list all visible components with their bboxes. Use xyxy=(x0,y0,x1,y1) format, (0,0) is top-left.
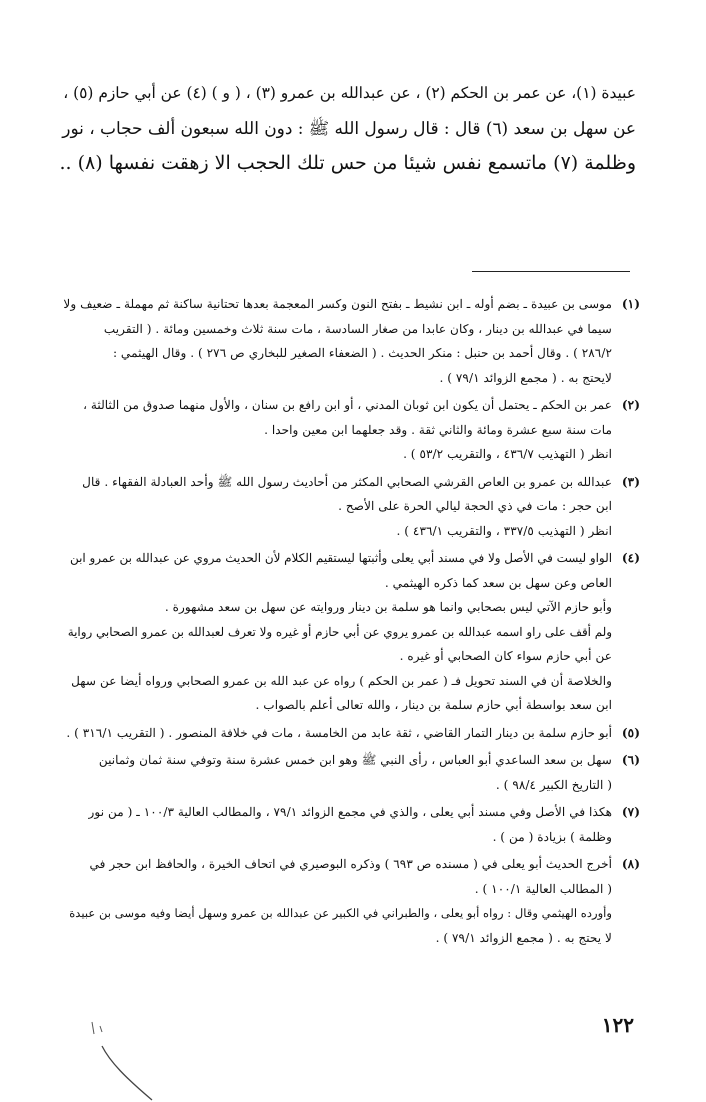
main-text-line: عبيدة (١)، عن عمر بن الحكم (٢) ، عن عبدالله بن عمرو (٣) ، ( و ) (٤) عن أبي حازم (٥) ، xyxy=(63,84,636,102)
footnote-line: انظر ( التهذيب ٣٣٧/٥ ، والتقريب ٤٣٦/١ ) . xyxy=(396,523,612,538)
footnote-line: الواو ليست في الأصل ولا في مسند أبي يعلى وأثبتها ليستقيم الكلام لأن الحديث مروي عن عبدالله بن عمرو ابن xyxy=(70,551,612,565)
footnote-8 xyxy=(60,852,640,950)
footnote-2 xyxy=(60,393,640,467)
footnote-line: العاص وعن سهل بن سعد كما ذكره الهيثمي . xyxy=(384,575,612,590)
footnote-line: انظر ( التهذيب ٤٣٦/٧ ، والتقريب ٥٣/٢ ) . xyxy=(403,447,612,461)
footnote-number: (٨) xyxy=(621,857,640,871)
footnote-line: أبو حازم سلمة بن دينار التمار القاضي ، ثقة عابد من الخامسة ، مات في خلافة المنصور . ( التقريب ٣١٦/١ ) . xyxy=(66,725,612,740)
footnote-line: لايحتج به . ( مجمع الزوائد ٧٩/١ ) . xyxy=(439,370,612,385)
footnote-line: ٢٨٦/٢ ) . وقال أحمد بن حنبل : منكر الحديث . ( الضعفاء الصغير للبخاري ص ٢٧٦ ) . وقال الهيثمي : xyxy=(112,346,612,360)
footnote-line: وأورده الهيثمي وقال : رواه أبو يعلى ، والطبراني في الكبير عن عبدالله بن عمرو وسهل أيضا وفيه موسى بن عبيدة xyxy=(69,906,612,920)
footnote-line: عمر بن الحكم ـ يحتمل أن يكون ابن ثوبان المدني ، أو ابن رافع بن سنان ، والأول منهما صدوق من الثالثة ، xyxy=(83,398,612,412)
footnote-number: (٥) xyxy=(621,725,640,740)
footnote-3 xyxy=(60,470,640,544)
footnote-line: ( التاريخ الكبير ٩٨/٤ ) . xyxy=(495,777,612,792)
footnotes-section xyxy=(60,292,640,950)
footnote-line: ابن سعد بواسطة أبي حازم سلمة بن دينار ، والله تعالى أعلم بالصواب . xyxy=(255,698,612,712)
footnote-line: ابن حجر : مات في ذي الحجة ليالي الحرة على الأصح . xyxy=(338,499,612,513)
footnote-line: وأبو حازم الآتي ليس بصحابي وانما هو سلمة بن دينار وروايته عن سهل بن سعد مشهورة . xyxy=(164,600,612,614)
footnote-line: سهل بن سعد الساعدي أبو العباس ، رأى النبي ﷺ وهو ابن خمس عشرة سنة وتوفي سنة ثمان وثمانين xyxy=(98,753,612,767)
footnote-line: عن أبي حازم سواء كان الصحابي أو غيره . xyxy=(399,649,612,663)
footnote-number: (٤) xyxy=(621,551,640,565)
page-number: ١٢٢ xyxy=(601,1013,634,1037)
footnote-line: موسى بن عبيدة ـ بضم أوله ـ ابن نشيط ـ بفتح النون وكسر المعجمة بعدها تحتانية ساكنة ثم مهملة ـ ضعيف ولا xyxy=(63,297,612,311)
footnote-line: وظلمة ) بزيادة ( من ) . xyxy=(492,829,612,844)
main-text-line: عن سهل بن سعد (٦) قال : قال رسول الله ﷺ : دون الله سبعون ألف حجاب ، نور xyxy=(62,118,636,138)
footnote-line: والخلاصة أن في السند تحويل فـ ( عمر بن الحكم ) رواه عن عبد الله بن عمرو الصحابي ورواه أيضا عن سهل xyxy=(71,673,612,688)
footnote-line: سيما في عبدالله بن دينار ، وكان عابدا من صغار السادسة ، مات سنة ثلاث وخمسين ومائة . ( التقريب xyxy=(103,321,612,336)
footnote-line: ولم أقف على راو اسمه عبدالله بن عمرو يروي عن أبي حازم أو غيره ولا تعرف لعبدالله بن عمرو الصحابي رواية xyxy=(67,624,612,639)
footnote-number: (٧) xyxy=(621,805,640,819)
footnote-7 xyxy=(60,800,640,849)
footnote-number: (٣) xyxy=(621,474,640,489)
hadith-text xyxy=(60,76,636,181)
footnote-number: (٦) xyxy=(621,753,640,767)
footnote-4 xyxy=(60,546,640,718)
footnote-number: (١) xyxy=(621,297,640,311)
footnote-line: ( المطالب العالية ١٠٠/١ ) . xyxy=(474,881,612,896)
main-text-line: وظلمة (٧) ماتسمع نفس شيئا من حس تلك الحجب الا زهقت نفسها (٨) .. xyxy=(60,152,636,174)
footnote-number: (٢) xyxy=(621,398,640,412)
footnote-6 xyxy=(60,748,640,797)
footnote-divider xyxy=(472,271,630,272)
footnote-5 xyxy=(60,721,640,746)
footnote-line: هكذا في الأصل وفي مسند أبي يعلى ، والذي في مجمع الزوائد ٧٩/١ ، والمطالب العالية ١٠٠/٣ ـ ( من نور xyxy=(88,805,612,819)
pencil-scribble-mark xyxy=(80,1020,160,1102)
footnote-1 xyxy=(60,292,640,390)
footnote-line: أخرج الحديث أبو يعلى في ( مسنده ص ٦٩٣ ) وذكره البوصيري في اتحاف الخيرة ، والحافظ ابن حجر في xyxy=(89,857,612,871)
footnote-line: مات سنة سبع عشرة ومائة والثاني ثقة . وقد جعلهما ابن معين واحدا . xyxy=(264,422,612,437)
footnote-line: عبدالله بن عمرو بن العاص القرشي الصحابي المكثر من أحاديث رسول الله ﷺ وأحد العبادلة الفقهاء . قال xyxy=(82,474,612,489)
footnote-line: لا يحتج به . ( مجمع الزوائد ٧٩/١ ) . xyxy=(435,930,612,945)
